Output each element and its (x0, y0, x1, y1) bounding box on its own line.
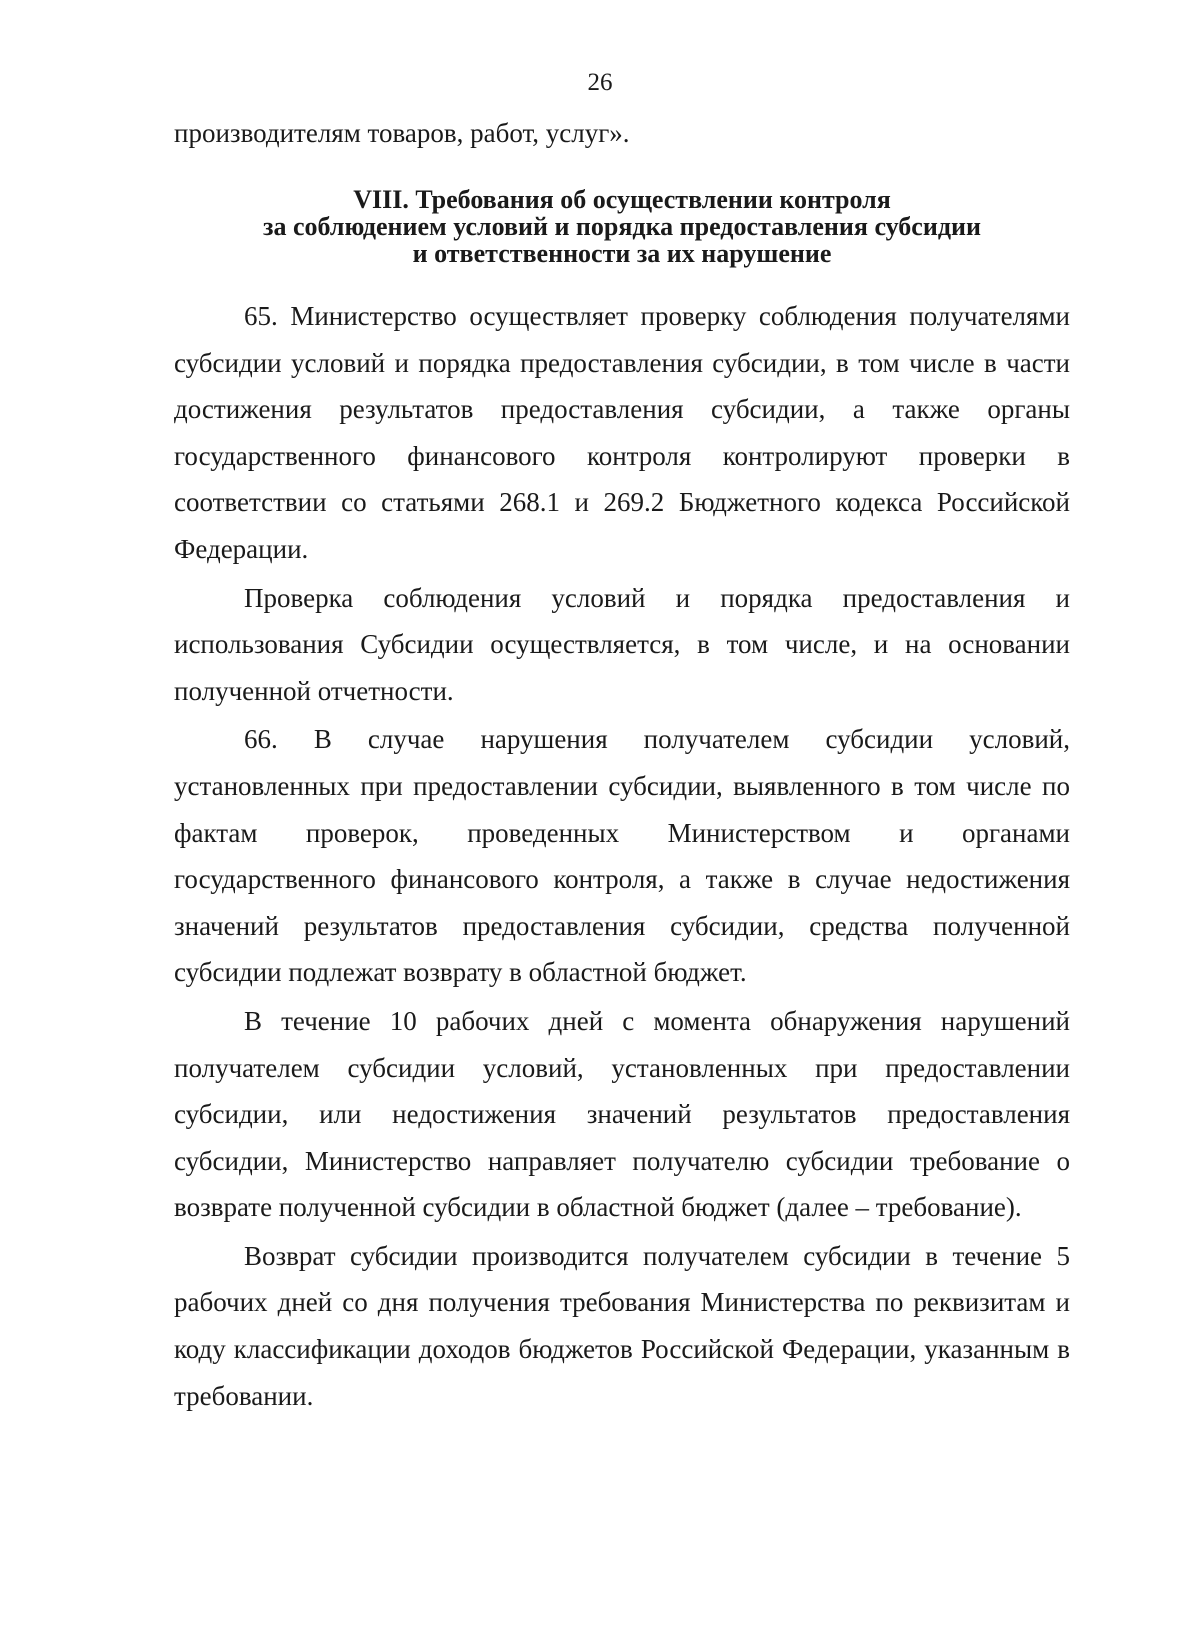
page-number: 26 (587, 69, 613, 96)
section-heading-line: за соблюдением условий и порядка предоставления субсидии (263, 212, 981, 241)
section-heading-line: VIII. Требования об осуществлении контроля (353, 185, 891, 214)
paragraph: Возврат субсидии производится получателем субсидии в течение 5 рабочих дней со дня получения требования Министерства по реквизитам и коду классификации доходов бюджетов Российской Федерации, указанным в требовании. (174, 1240, 1070, 1411)
paragraph-65: 65. Министерство осуществляет проверку соблюдения получателями субсидии условий и порядка предоставления субсидии, в том числе в части достижения результатов предоставления субсидии, а также органы государственного финансового контроля контролируют проверки в соответствии со статьями 268.1 и 269.2 Бюджетного кодекса Российской Федерации. (174, 301, 1070, 564)
section-heading-line: и ответственности за их нарушение (412, 239, 832, 268)
section-heading (174, 186, 1070, 267)
paragraph-66: 66. В случае нарушения получателем субсидии условий, установленных при предоставлении субсидии, выявленного в том числе по фактам проверок, проведенных Министерством и органами государственного финансового контроля, а также в случае недостижения значений результатов предоставления субсидии, средства полученной субсидии подлежат возврату в областной бюджет. (174, 724, 1070, 988)
carry-over-text: производителям товаров, работ, услуг». (174, 118, 630, 148)
paragraph: Проверка соблюдения условий и порядка предоставления и использования Субсидии осуществляется, в том числе, и на основании полученной отчетности. (174, 582, 1070, 706)
paragraph: В течение 10 рабочих дней с момента обнаружения нарушений получателем субсидии условий, установленных при предоставлении субсидии, или недостижения значений результатов предоставления субсидии, Министерство направляет получателю субсидии требование о возврате полученной субсидии в областной бюджет (далее – требование). (174, 1005, 1070, 1223)
body-text (174, 293, 1070, 1419)
